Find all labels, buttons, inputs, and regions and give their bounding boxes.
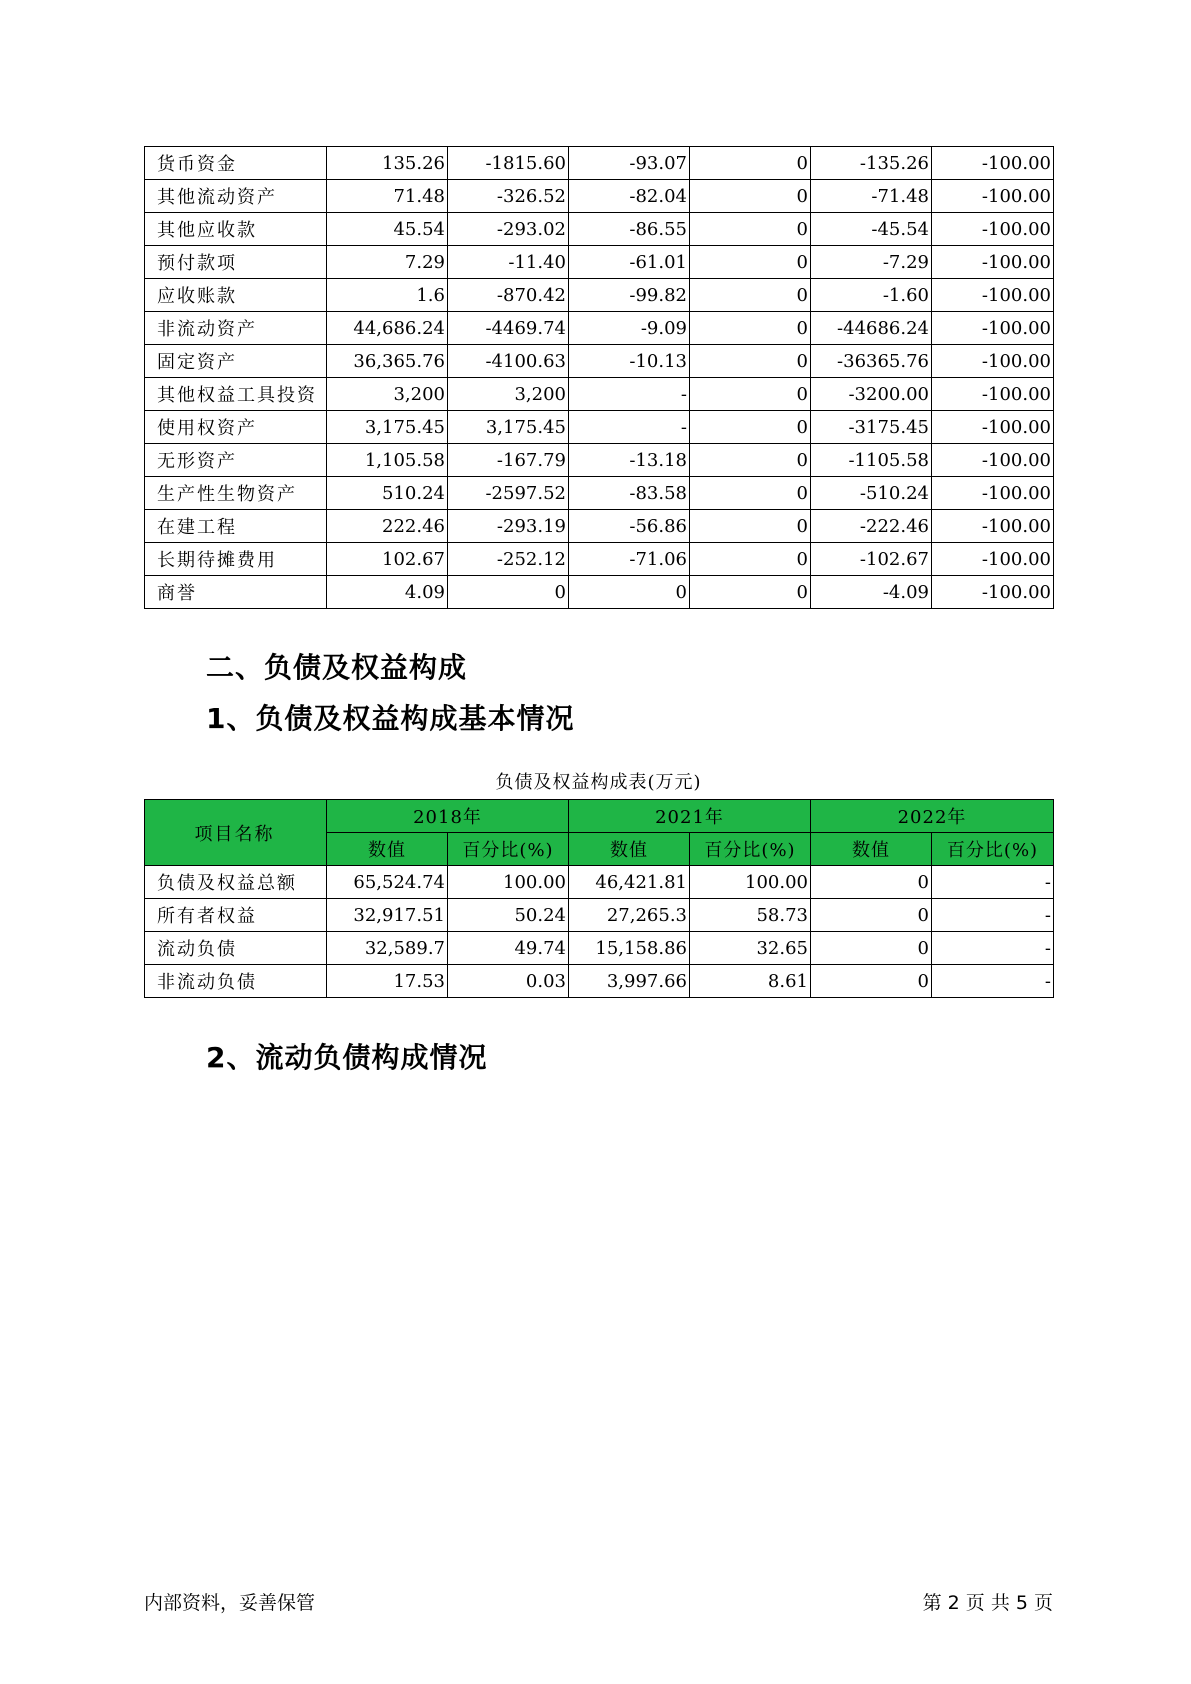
liability-table-caption: 负债及权益构成表(万元) <box>495 772 702 793</box>
value-cell: 0 <box>690 411 811 444</box>
footer-page-number: 第 2 页 共 5 页 <box>922 1592 1053 1614</box>
value-cell: - <box>932 965 1054 998</box>
table-row <box>145 965 1054 998</box>
header-item-name: 项目名称 <box>145 800 327 866</box>
value-cell: -222.46 <box>811 510 932 543</box>
row-label-cell: 商誉 <box>145 576 327 609</box>
value-cell: -61.01 <box>569 246 690 279</box>
value-cell: 58.73 <box>690 899 811 932</box>
value-cell: -1815.60 <box>448 147 569 180</box>
value-cell: - <box>932 899 1054 932</box>
value-cell: 71.48 <box>327 180 448 213</box>
value-cell: 50.24 <box>448 899 569 932</box>
value-cell: -102.67 <box>811 543 932 576</box>
value-cell: - <box>932 932 1054 965</box>
value-cell: 0 <box>569 576 690 609</box>
table-row <box>145 180 1054 213</box>
value-cell: -100.00 <box>932 180 1054 213</box>
value-cell: -293.19 <box>448 510 569 543</box>
value-cell: -100.00 <box>932 477 1054 510</box>
value-cell: -99.82 <box>569 279 690 312</box>
subsection-title-liability-basic: 1、负债及权益构成基本情况 <box>206 702 575 735</box>
value-cell: 0 <box>690 378 811 411</box>
value-cell: 0 <box>811 866 932 899</box>
value-cell: -3200.00 <box>811 378 932 411</box>
value-cell: 8.61 <box>690 965 811 998</box>
header-year-2021: 2021年 <box>569 800 811 833</box>
liability-equity-table <box>144 799 1054 998</box>
row-label-cell: 生产性生物资产 <box>145 477 327 510</box>
value-cell: 0 <box>690 279 811 312</box>
table-row <box>145 345 1054 378</box>
value-cell: 0 <box>690 246 811 279</box>
value-cell: 0 <box>690 345 811 378</box>
value-cell: -56.86 <box>569 510 690 543</box>
value-cell: 1,105.58 <box>327 444 448 477</box>
value-cell: -93.07 <box>569 147 690 180</box>
header-percent: 百分比(%) <box>690 833 811 866</box>
table-row <box>145 866 1054 899</box>
value-cell: -326.52 <box>448 180 569 213</box>
value-cell: -100.00 <box>932 213 1054 246</box>
table-row <box>145 147 1054 180</box>
value-cell: 7.29 <box>327 246 448 279</box>
value-cell: 32,917.51 <box>327 899 448 932</box>
value-cell: 27,265.3 <box>569 899 690 932</box>
value-cell: - <box>932 866 1054 899</box>
value-cell: 15,158.86 <box>569 932 690 965</box>
assets-change-table <box>144 146 1054 609</box>
value-cell: 0 <box>448 576 569 609</box>
row-label-cell: 货币资金 <box>145 147 327 180</box>
value-cell: 102.67 <box>327 543 448 576</box>
row-label-cell: 应收账款 <box>145 279 327 312</box>
value-cell: 0 <box>690 213 811 246</box>
value-cell: -100.00 <box>932 510 1054 543</box>
value-cell: 49.74 <box>448 932 569 965</box>
row-label-cell: 非流动负债 <box>145 965 327 998</box>
value-cell: - <box>569 378 690 411</box>
value-cell: -9.09 <box>569 312 690 345</box>
value-cell: 65,524.74 <box>327 866 448 899</box>
table-row <box>145 279 1054 312</box>
value-cell: -82.04 <box>569 180 690 213</box>
table-row <box>145 312 1054 345</box>
header-value: 数值 <box>327 833 448 866</box>
value-cell: 100.00 <box>448 866 569 899</box>
table-row <box>145 411 1054 444</box>
value-cell: -71.06 <box>569 543 690 576</box>
row-label-cell: 预付款项 <box>145 246 327 279</box>
value-cell: 0 <box>690 543 811 576</box>
value-cell: -100.00 <box>932 378 1054 411</box>
value-cell: 0 <box>690 180 811 213</box>
value-cell: -10.13 <box>569 345 690 378</box>
value-cell: -1105.58 <box>811 444 932 477</box>
value-cell: -510.24 <box>811 477 932 510</box>
value-cell: -44686.24 <box>811 312 932 345</box>
value-cell: 0 <box>690 576 811 609</box>
table-row <box>145 576 1054 609</box>
value-cell: 222.46 <box>327 510 448 543</box>
value-cell: 0 <box>690 477 811 510</box>
value-cell: -100.00 <box>932 411 1054 444</box>
header-percent: 百分比(%) <box>932 833 1054 866</box>
value-cell: 0 <box>690 312 811 345</box>
value-cell: 32,589.7 <box>327 932 448 965</box>
value-cell: 46,421.81 <box>569 866 690 899</box>
section-title: 二、负债及权益构成 <box>206 651 468 684</box>
value-cell: -86.55 <box>569 213 690 246</box>
table-row <box>145 932 1054 965</box>
value-cell: 0.03 <box>448 965 569 998</box>
value-cell: -4.09 <box>811 576 932 609</box>
header-percent: 百分比(%) <box>448 833 569 866</box>
row-label-cell: 所有者权益 <box>145 899 327 932</box>
value-cell: -100.00 <box>932 246 1054 279</box>
row-label-cell: 长期待摊费用 <box>145 543 327 576</box>
row-label-cell: 在建工程 <box>145 510 327 543</box>
row-label-cell: 非流动资产 <box>145 312 327 345</box>
value-cell: 44,686.24 <box>327 312 448 345</box>
value-cell: 100.00 <box>690 866 811 899</box>
value-cell: 135.26 <box>327 147 448 180</box>
table-row <box>145 378 1054 411</box>
value-cell: -3175.45 <box>811 411 932 444</box>
header-value: 数值 <box>811 833 932 866</box>
value-cell: -167.79 <box>448 444 569 477</box>
table-row <box>145 213 1054 246</box>
value-cell: 0 <box>690 510 811 543</box>
row-label-cell: 其他应收款 <box>145 213 327 246</box>
value-cell: -100.00 <box>932 345 1054 378</box>
value-cell: -4469.74 <box>448 312 569 345</box>
value-cell: 3,175.45 <box>448 411 569 444</box>
value-cell: -293.02 <box>448 213 569 246</box>
row-label-cell: 无形资产 <box>145 444 327 477</box>
value-cell: 45.54 <box>327 213 448 246</box>
value-cell: -13.18 <box>569 444 690 477</box>
value-cell: 4.09 <box>327 576 448 609</box>
value-cell: -100.00 <box>932 147 1054 180</box>
value-cell: 32.65 <box>690 932 811 965</box>
table-row <box>145 899 1054 932</box>
table-row <box>145 246 1054 279</box>
row-label-cell: 其他流动资产 <box>145 180 327 213</box>
header-year-2022: 2022年 <box>811 800 1054 833</box>
value-cell: 3,997.66 <box>569 965 690 998</box>
value-cell: 0 <box>690 444 811 477</box>
row-label-cell: 固定资产 <box>145 345 327 378</box>
value-cell: 3,200 <box>327 378 448 411</box>
value-cell: 0 <box>811 932 932 965</box>
value-cell: -100.00 <box>932 279 1054 312</box>
value-cell: -45.54 <box>811 213 932 246</box>
value-cell: - <box>569 411 690 444</box>
row-label-cell: 其他权益工具投资 <box>145 378 327 411</box>
value-cell: 3,200 <box>448 378 569 411</box>
table-row <box>145 477 1054 510</box>
row-label-cell: 使用权资产 <box>145 411 327 444</box>
value-cell: 36,365.76 <box>327 345 448 378</box>
value-cell: -36365.76 <box>811 345 932 378</box>
value-cell: -100.00 <box>932 444 1054 477</box>
value-cell: 0 <box>811 965 932 998</box>
value-cell: -870.42 <box>448 279 569 312</box>
value-cell: -83.58 <box>569 477 690 510</box>
value-cell: -100.00 <box>932 312 1054 345</box>
footer-confidential-note: 内部资料，妥善保管 <box>144 1592 316 1614</box>
row-label-cell: 负债及权益总额 <box>145 866 327 899</box>
value-cell: 17.53 <box>327 965 448 998</box>
value-cell: -135.26 <box>811 147 932 180</box>
header-row-years <box>145 800 1054 833</box>
table-row <box>145 444 1054 477</box>
value-cell: 3,175.45 <box>327 411 448 444</box>
value-cell: -2597.52 <box>448 477 569 510</box>
header-value: 数值 <box>569 833 690 866</box>
value-cell: 0 <box>690 147 811 180</box>
value-cell: -4100.63 <box>448 345 569 378</box>
value-cell: 0 <box>811 899 932 932</box>
assets-table-body <box>145 147 1054 609</box>
header-year-2018: 2018年 <box>327 800 569 833</box>
value-cell: -100.00 <box>932 576 1054 609</box>
row-label-cell: 流动负债 <box>145 932 327 965</box>
value-cell: -7.29 <box>811 246 932 279</box>
value-cell: -1.60 <box>811 279 932 312</box>
liability-table-body <box>145 866 1054 998</box>
value-cell: -71.48 <box>811 180 932 213</box>
value-cell: -100.00 <box>932 543 1054 576</box>
table-row <box>145 543 1054 576</box>
value-cell: 510.24 <box>327 477 448 510</box>
subsection-title-current-liabilities: 2、流动负债构成情况 <box>206 1041 488 1074</box>
table-row <box>145 510 1054 543</box>
value-cell: -11.40 <box>448 246 569 279</box>
value-cell: 1.6 <box>327 279 448 312</box>
value-cell: -252.12 <box>448 543 569 576</box>
